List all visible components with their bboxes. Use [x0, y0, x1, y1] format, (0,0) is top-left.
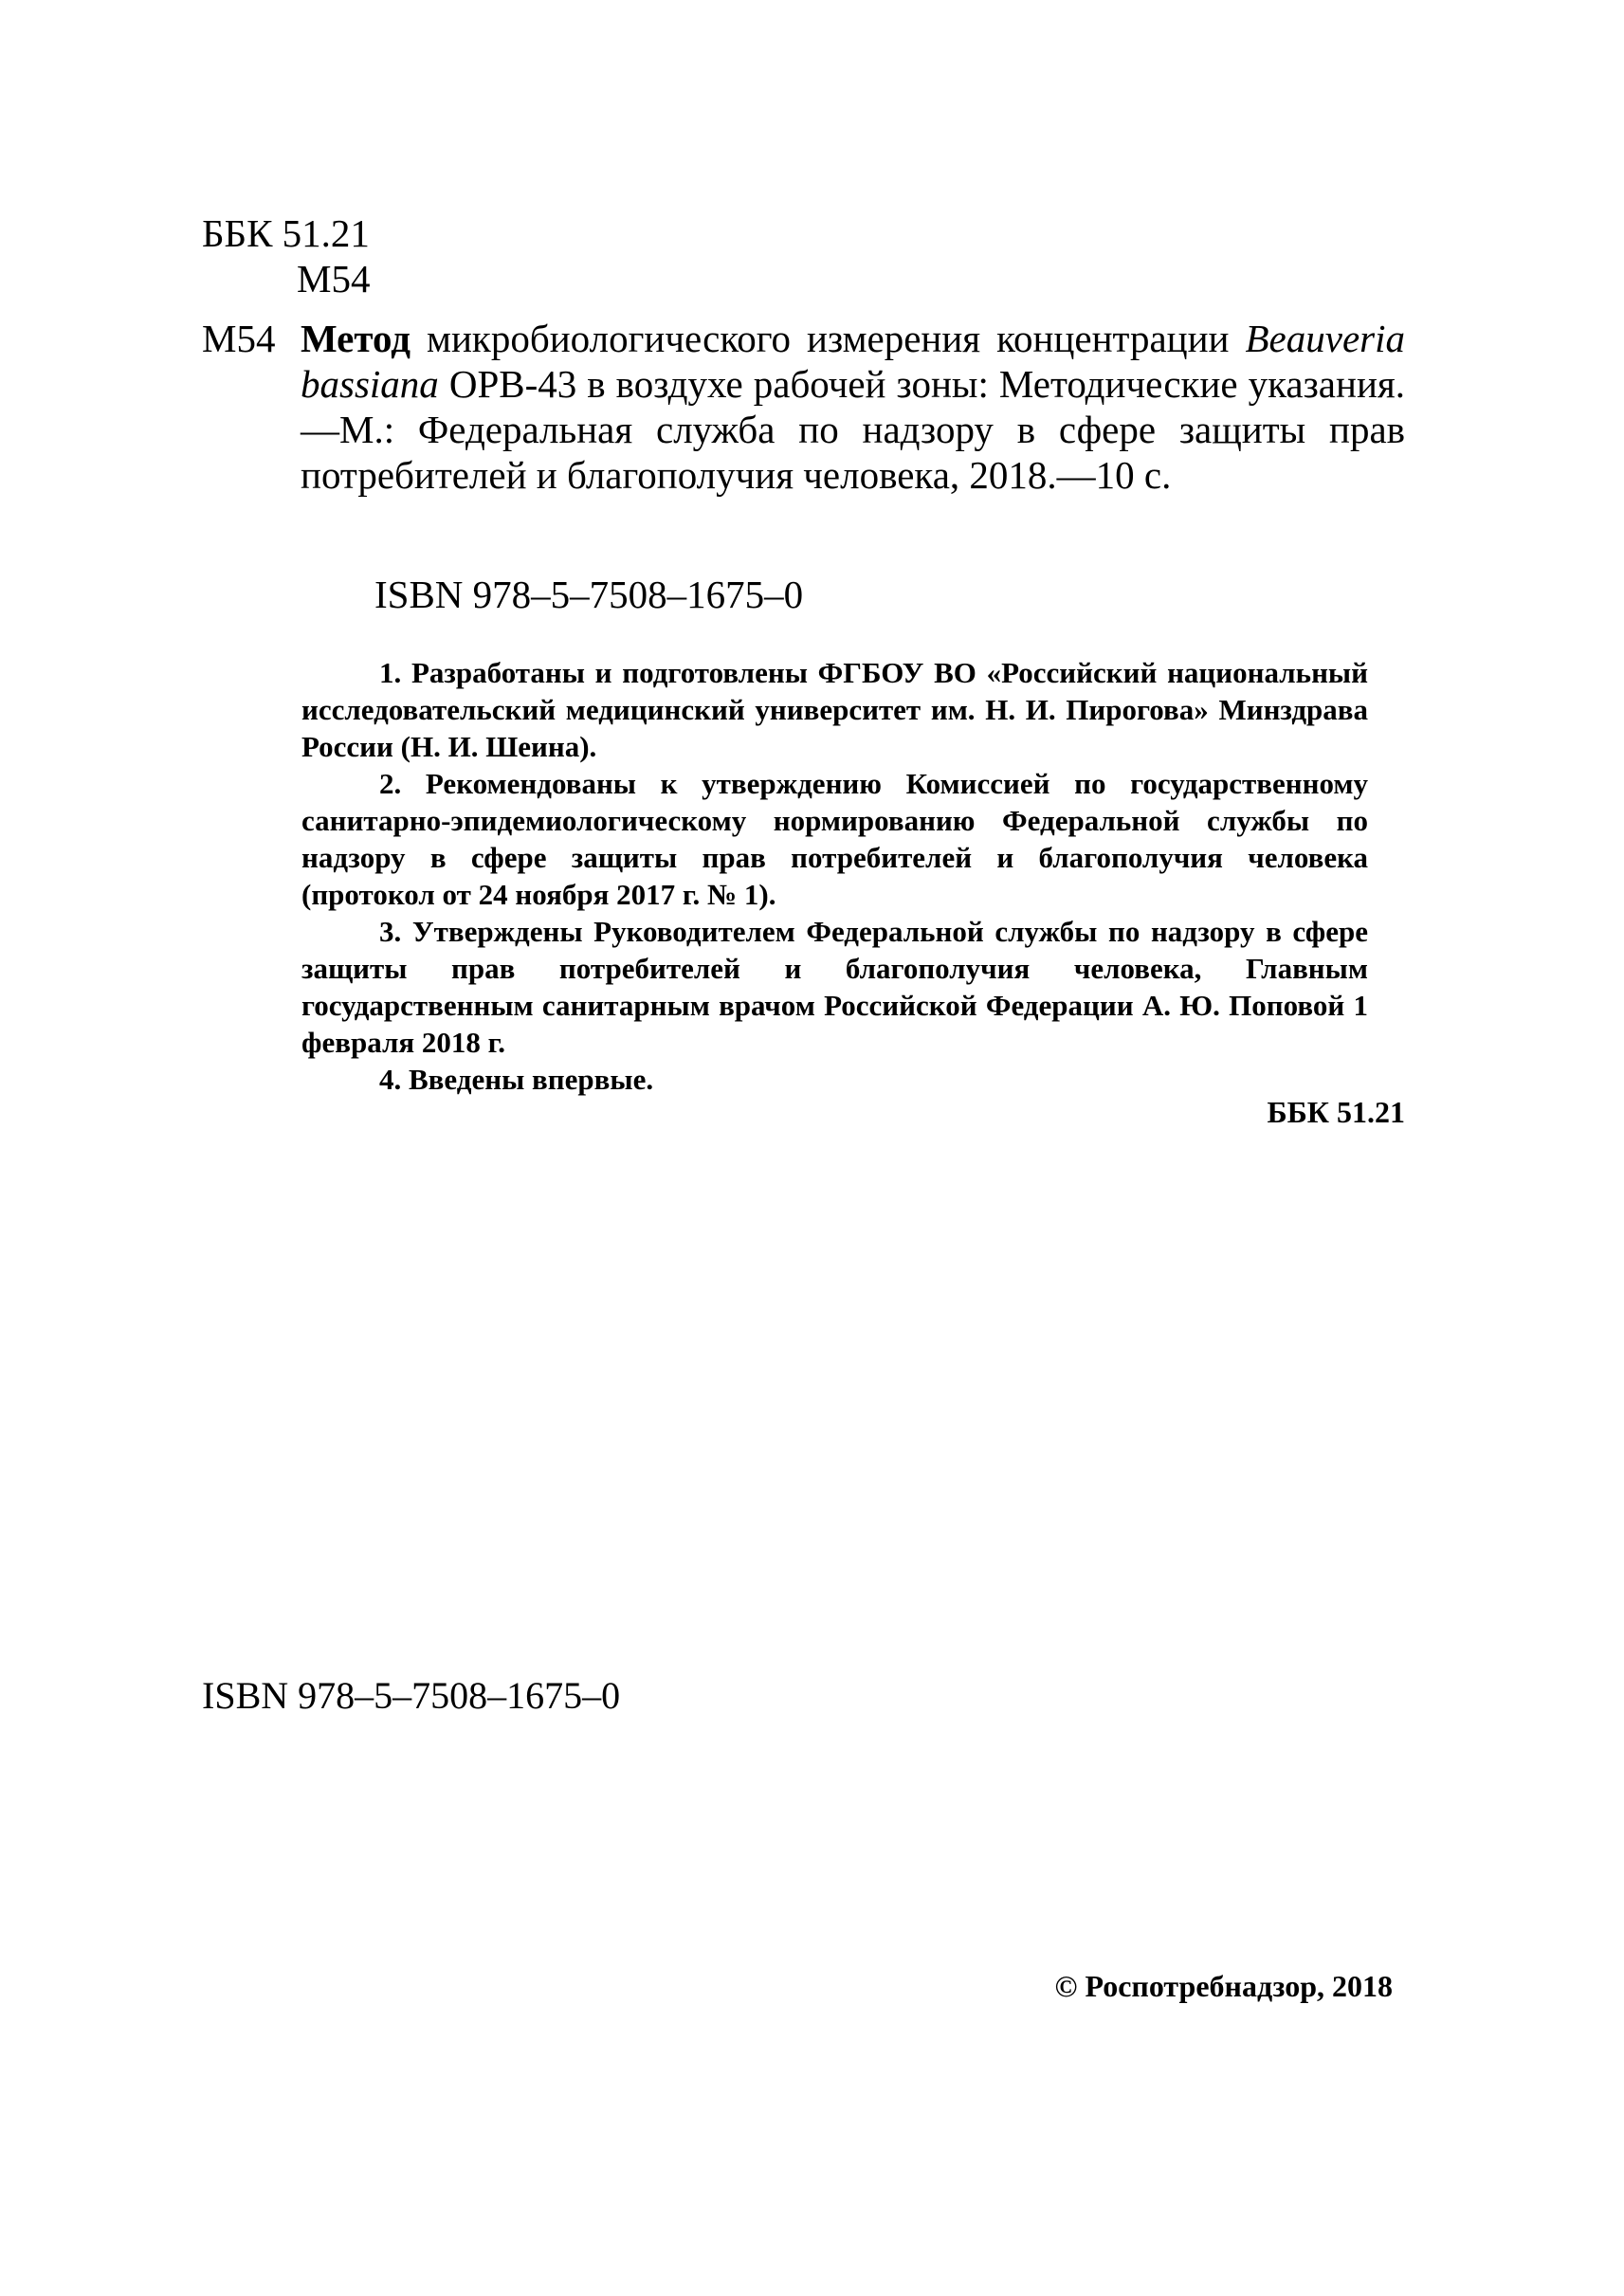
title-first-word: Метод: [301, 317, 411, 360]
isbn-bottom: ISBN 978–5–7508–1675–0: [202, 1674, 621, 1717]
entry-author-sign: М54: [202, 317, 276, 360]
note-introduced: 4. Введены впервые.: [379, 1063, 654, 1096]
bbk-code-right: ББК 51.21: [1267, 1095, 1405, 1129]
note-recommended: 2. Рекомендованы к утверждению Комиссией по государственному санитарно-эпидемиологическому нормированию Федеральной службы по надзору в сфере защиты прав потребителей и благополучия человека (протокол от 24 ноября 2017 г. № 1).: [301, 767, 1368, 911]
species-name: Beauveria bassiana: [301, 317, 1405, 406]
bbk-code: ББК 51.21: [202, 211, 370, 255]
title-text-part-1: микробиологического измерения концентрации: [411, 317, 1246, 360]
title-text-part-2: ОРВ-43 в воздухе рабочей зоны: Методические указания.—М.: Федеральная служба по надзору в сфере защиты прав потребителей и благополучия человека, 2018.—10 с.: [301, 362, 1405, 497]
note-approved: 3. Утверждены Руководителем Федеральной службы по надзору в сфере защиты прав потребителей и благополучия человека, Главным государственным санитарным врачом Российской Федерации А. Ю. Поповой 1 февраля 2018 г.: [301, 915, 1368, 1059]
bibliographic-description: [301, 316, 1405, 498]
publication-notes: [301, 654, 1368, 1098]
copyright-line: © Роспотребнадзор, 2018: [1054, 1969, 1393, 2003]
author-sign: М54: [297, 257, 371, 301]
isbn-entry: ISBN 978–5–7508–1675–0: [374, 573, 804, 616]
note-developed-by: 1. Разработаны и подготовлены ФГБОУ ВО «Российский национальный исследовательский медицинский университет им. Н. И. Пирогова» Минздрава России (Н. И. Шеина).: [301, 656, 1368, 763]
